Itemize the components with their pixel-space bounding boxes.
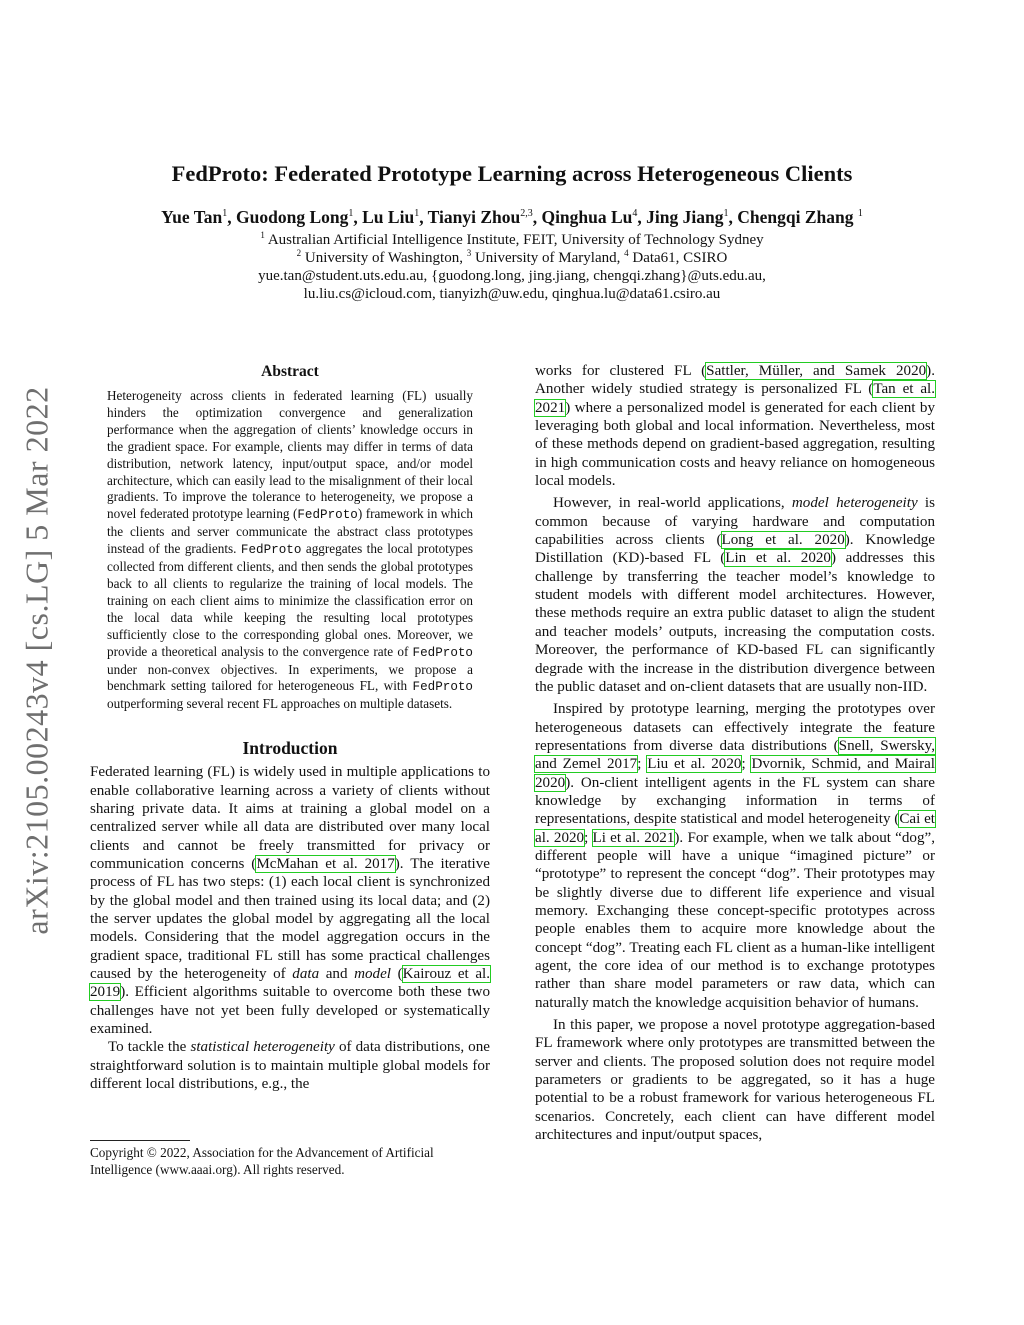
right-paragraph-0 <box>535 362 935 490</box>
abstract-text-part: under non-convex objectives. In experiments, we propose a benchmark setting tailored for heterogeneous FL, with <box>107 661 473 694</box>
code-fedproto: FedProto <box>297 508 358 523</box>
right-column <box>535 362 935 1144</box>
citation-link[interactable]: Liu et al. 2020 <box>647 756 742 773</box>
code-fedproto: FedProto <box>412 680 473 695</box>
citation-link[interactable]: Long et al. 2020 <box>721 532 845 549</box>
abstract-text-part: Heterogeneity across clients in federated learning (FL) usually hinders the optimization convergence and generalization performance when the aggregation of clients’ knowledge occurs in the gradient space. For example, clients may differ in terms of data distribution, network latency, input/output space, and/or model architecture, which can easily lead to the misalignment of their local gradients. To improve the tolerance to heterogeneity, we propose a novel federated prototype learning ( <box>107 388 473 522</box>
citation-link[interactable]: Cai et al. 2020 <box>535 811 935 846</box>
author-name: Guodong Long <box>236 207 349 227</box>
author-list: Yue Tan$^1$, Guodong Long$^1$, Lu Liu$^1$, Tianyi Zhou$^{2,3}$, Qinghua Lu$^4$, Jing Jiang$^1$, Chengqi Zhang $^1$ <box>161 207 863 227</box>
affil-sup: 1 <box>260 230 265 240</box>
emphasis: statistical heterogeneity <box>190 1039 335 1056</box>
affiliation-line-1 <box>60 231 964 249</box>
text-part: However, in real-world applications, <box>553 495 792 512</box>
introduction-heading: Introduction <box>242 738 338 759</box>
text-part: ). Knowledge Distillation (KD)-based FL ( <box>535 532 936 567</box>
intro-paragraph-2 <box>90 1038 490 1093</box>
text-part: ). The iterative process of FL has two steps: (1) each local client is synchronized by the global model and then trained using its local data; and (2) the server updates the global model by aggregating all the local models. Considering that the model aggregation occurs in the gradient space, traditional FL still has some practical challenges caused by the heterogeneity of <box>90 855 490 982</box>
author-affil-sup: 1 <box>414 208 420 219</box>
paper-title: FedProto: Federated Prototype Learning across Heterogeneous Clients <box>171 161 853 186</box>
left-column <box>90 362 490 1093</box>
text-part: ) addresses this challenge by transferring the teacher model’s knowledge to student models with different model architectures. However, these methods require an extra public dataset to align the student and teacher models’ outputs, increasing the computation costs. Moreover, the performance of KD-based FL can significantly degrade with the increase in the distribution divergence between the public dataset and on-client datasets that are usually non-IID. <box>535 550 935 695</box>
copyright-text: Copyright © 2022, Association for the Advancement of Artificial Intelligence (www.aaai.org). All rights reserved. <box>90 1145 434 1177</box>
text-part: ). For example, when we talk about “dog”, different people will have a unique “imagined picture” or “prototype” to represent the concept “dog”. Their prototypes may be slightly diverse due to different life experience and visual memory. Exchanging these concept-specific prototypes across people enables them to acquire more knowledge about the concept “dog”. Treating each FL client as a human-like intelligent agent, the core idea of our method is to exchange prototypes rather than share model parameters or raw data, which can naturally match the knowledge acquisition behavior of humans. <box>535 829 935 1011</box>
text-part: ). Another widely studied strategy is personalized FL ( <box>535 363 935 398</box>
abstract-text-part: aggregates the local prototypes collected from different clients, and then sends the global prototypes back to all clients to regularize the training of local models. The training on each client aims to minimize the classification error on the local data while keeping the resulting local prototypes sufficiently close to the corresponding global ones. Moreover, we provide a theoretical analysis to the convergence rate of <box>107 541 474 659</box>
text-part: and <box>319 966 355 982</box>
paper-header <box>60 160 964 303</box>
email-line-1: yue.tan@student.uts.edu.au, {guodong.long, jing.jiang, chengqi.zhang}@uts.edu.au, <box>258 268 766 284</box>
text-part: ; <box>741 756 752 773</box>
right-paragraph-1 <box>535 494 935 696</box>
copyright-footnote <box>90 1140 490 1178</box>
emphasis: model <box>354 966 391 982</box>
text-part: Federated learning (FL) is widely used in multiple applications to enable collaborative learning across a variety of clients without sharing private data. It aims at training a global model on a centralized server while all data are distributed over many local clients and cannot be freely transmitted for privacy or communication concerns ( <box>90 764 490 872</box>
abstract-text-part: outperforming several recent FL approaches on multiple datasets. <box>107 696 453 712</box>
affil-sup: 3 <box>466 248 472 258</box>
author-name: Chengqi Zhang <box>737 207 854 227</box>
right-paragraph-2 <box>535 700 935 1012</box>
text-part: works for clustered FL ( <box>535 363 707 379</box>
citation-link[interactable]: Lin et al. 2020 <box>725 550 831 567</box>
text-part: ( <box>391 966 403 982</box>
author-affil-sup: 1 <box>348 208 354 219</box>
affiliations <box>60 231 964 303</box>
author-name: Jing Jiang <box>646 207 724 227</box>
author-affil-sup: 4 <box>632 208 638 219</box>
citation-link[interactable]: Kairouz et al. 2019 <box>90 966 490 1001</box>
emphasis: data <box>292 966 320 982</box>
affil-text: University of Washington, <box>304 250 463 266</box>
author-affil-sup: 1 <box>857 208 863 219</box>
author-affil-sup: 1 <box>723 208 729 219</box>
text-part: of data distributions, one straightforward solution is to maintain multiple global models for different local distributions, e.g., the <box>90 1039 490 1093</box>
email-line-2: lu.liu.cs@icloud.com, tianyizh@uw.edu, qinghua.lu@data61.csiro.au <box>303 286 721 302</box>
arxiv-stamp <box>12 360 62 960</box>
abstract-text <box>107 388 473 713</box>
text-part: ; <box>637 756 648 773</box>
intro-paragraph-1 <box>90 763 490 1038</box>
text-part: To tackle the <box>108 1039 191 1056</box>
abstract-text-part: ) framework in which the clients and server communicate the abstract class prototypes instead of the gradients. <box>107 506 473 557</box>
author-name: Yue Tan <box>161 207 223 227</box>
citation-link[interactable]: Dvornik, Schmid, and Mairal 2020 <box>535 756 935 791</box>
citation-link[interactable]: Snell, Swersky, and Zemel 2017 <box>535 737 935 773</box>
code-fedproto: FedProto <box>240 543 302 558</box>
introduction-section <box>90 737 490 1093</box>
footnote-rule <box>90 1140 190 1141</box>
author-name: Lu Liu <box>362 207 415 227</box>
text-part: ). On-client intelligent agents in the FL system can share knowledge by exchanging information in terms of representations, despite statistical and model heterogeneity ( <box>535 774 935 828</box>
emphasis: model heterogeneity <box>791 495 918 512</box>
text-part: Inspired by prototype learning, merging the prototypes over heterogeneous datasets can effectively integrate the feature representations from diverse data distributions ( <box>535 701 935 754</box>
author-name: Tianyi Zhou <box>427 207 521 227</box>
author-name: Qinghua Lu <box>541 207 633 227</box>
affil-sup: 4 <box>624 248 629 258</box>
text-part: ; <box>584 829 593 846</box>
abstract-section <box>90 362 490 713</box>
citation-link[interactable]: Tan et al. 2021 <box>535 381 935 416</box>
author-affil-sup: 1 <box>222 208 228 219</box>
affil-sup: 2 <box>296 248 302 258</box>
text-part: ). Efficient algorithms suitable to overcome both these two challenges have not yet been fully developed or systematically examined. <box>90 984 490 1038</box>
arxiv-stamp-text: arXiv:2105.00243v4 [cs.LG] 5 Mar 2022 <box>18 385 55 935</box>
code-fedproto: FedProto <box>412 645 473 660</box>
citation-link[interactable]: Sattler, Müller, and Samek 2020 <box>706 363 927 379</box>
text-part: ) where a personalized model is generated for each client by leveraging both global and local information. Nevertheless, most of these methods depend on gradient-based aggregation, resulting in high communication costs and heavy reliance on homogeneous local models. <box>535 399 935 490</box>
affiliation-line-2 <box>60 249 964 267</box>
author-affil-sup: 2,3 <box>520 208 533 219</box>
text-part: is common because of varying hardware and computation capabilities across clients ( <box>535 495 935 549</box>
citation-link[interactable]: Li et al. 2021 <box>592 829 675 846</box>
affil-text: Australian Artificial Intelligence Institute, FEIT, University of Technology Sydney <box>267 232 764 248</box>
abstract-heading: Abstract <box>261 363 319 380</box>
affil-text: University of Maryland, <box>474 250 621 266</box>
affil-text: Data61, CSIRO <box>632 250 728 266</box>
right-paragraph-3: In this paper, we propose a novel prototype aggregation-based FL framework where only prototypes are transmitted between the server and clients. The proposed solution does not require model parameters or gradients to be aggregated, so it has a huge potential to be a robust framework for various heterogeneous FL scenarios. Concretely, each client can have different model architectures and input/output spaces, <box>535 1017 935 1144</box>
citation-link[interactable]: McMahan et al. 2017 <box>256 855 395 872</box>
